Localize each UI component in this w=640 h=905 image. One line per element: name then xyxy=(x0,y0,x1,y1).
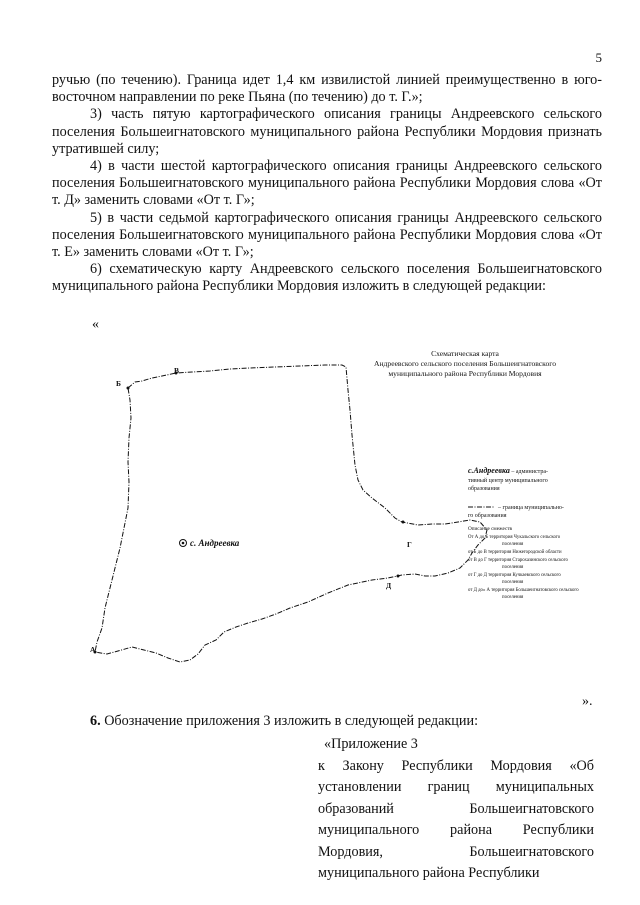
map-title-line-1: Схематическая карта xyxy=(431,349,499,358)
legend-center-line-1 xyxy=(468,466,548,475)
closing-quote: ». xyxy=(582,694,593,709)
village-label: с. Андреевка xyxy=(190,538,240,548)
appendix-text: к Закону Республики Мордовия «Об установлении границ муниципальных образований Большеигнатовского муниципального района Республики Мордовия, Большеигнатовского муниципального района Республики xyxy=(318,757,594,881)
legend-neighbor-4-line-1: поселения xyxy=(502,595,524,600)
legend-center-desc-3: образования xyxy=(468,486,500,492)
legend-boundary-desc-1: – граница муниципально- xyxy=(498,505,564,511)
paragraph-item-3: 3) часть пятую картографического описания границы Андреевского сельского поселения Большеигнатовского муниципального района Республики Мордовия признать утратившей силу; xyxy=(52,106,602,157)
map-title-line-2: Андреевского сельского поселения Большеигнатовского xyxy=(373,359,557,368)
page-number: 5 xyxy=(595,50,602,65)
point-a-label: А xyxy=(90,645,96,654)
section-6-text: Обозначение приложения 3 изложить в следующей редакции: xyxy=(100,713,479,729)
paragraph-item-5: 5) в части седьмой картографического описания границы Андреевского сельского поселения Большеигнатовского муниципального района Республики Мордовия слова «От т. Е» заменить словами «От т. Г»; xyxy=(52,209,602,261)
appendix-title: «Приложение 3 xyxy=(324,736,418,752)
paragraph-item-6: 6) схематическую карту Андреевского сельского поселения Большеигнатовского муниципального района Республики Мордовия изложить в следующей редакции: xyxy=(52,261,602,295)
section-6 xyxy=(90,713,478,730)
point-g-marker xyxy=(402,521,405,524)
point-d-marker xyxy=(397,575,400,578)
point-b-label: Б xyxy=(116,379,121,388)
legend-center-name: с.Андреевка xyxy=(468,466,510,475)
map-title-line-3: муниципального района Республики Мордовия xyxy=(388,369,542,378)
legend-neighbors-list xyxy=(468,535,579,600)
appendix-header xyxy=(318,734,594,885)
paragraph-item-4: 4) в части шестой картографического описания границы Андреевского сельского поселения Большеигнатовского муниципального района Республики Мордовия слова «От т. Д» заменить словами «От т. Г»; xyxy=(52,158,602,209)
legend-neighbor-3-line-1: поселения xyxy=(502,580,524,585)
point-g-label: Г xyxy=(407,540,412,549)
legend-neighbor-4-line-0: от Д до» А территория Большеигнатовского сельского xyxy=(468,588,579,593)
legend-neighbor-0-line-1: поселения xyxy=(502,542,524,547)
schematic-map xyxy=(80,340,610,680)
legend-neighbor-2-line-1: поселения xyxy=(502,565,524,570)
point-v-label: В xyxy=(174,366,180,375)
opening-quote: « xyxy=(92,317,99,332)
legend-neighbor-3-line-0: от Г до Д территория Кучкаевского сельского xyxy=(468,573,561,578)
point-d-label: Д xyxy=(386,581,392,590)
body-text xyxy=(52,72,602,296)
village-marker-center xyxy=(182,542,185,545)
paragraph-continuation: ручью (по течению). Граница идет 1,4 км извилистой линией преимущественно в юго-восточном направлении по реке Пьяна (по течению) до т. Г.»; xyxy=(52,72,602,106)
legend-center-desc-1: – администра- xyxy=(509,469,548,475)
map-svg xyxy=(80,340,610,680)
legend-boundary-desc-2: го образования xyxy=(468,513,507,519)
legend-neighbors-title: Описание смежеств xyxy=(468,526,512,532)
legend-neighbor-2-line-0: от В до Г территория Старохазинского сельского xyxy=(468,558,568,563)
legend-neighbor-0-line-0: От А до Б территория Чукальского сельского xyxy=(468,535,561,540)
section-6-number: 6. xyxy=(90,713,101,729)
boundary-outline xyxy=(95,365,487,662)
legend-center-desc-2: тивный центр муниципального xyxy=(468,478,548,484)
point-b-marker xyxy=(127,387,130,390)
legend-neighbor-1-line-0: от Б до В территория Нижегородской области xyxy=(468,550,562,555)
